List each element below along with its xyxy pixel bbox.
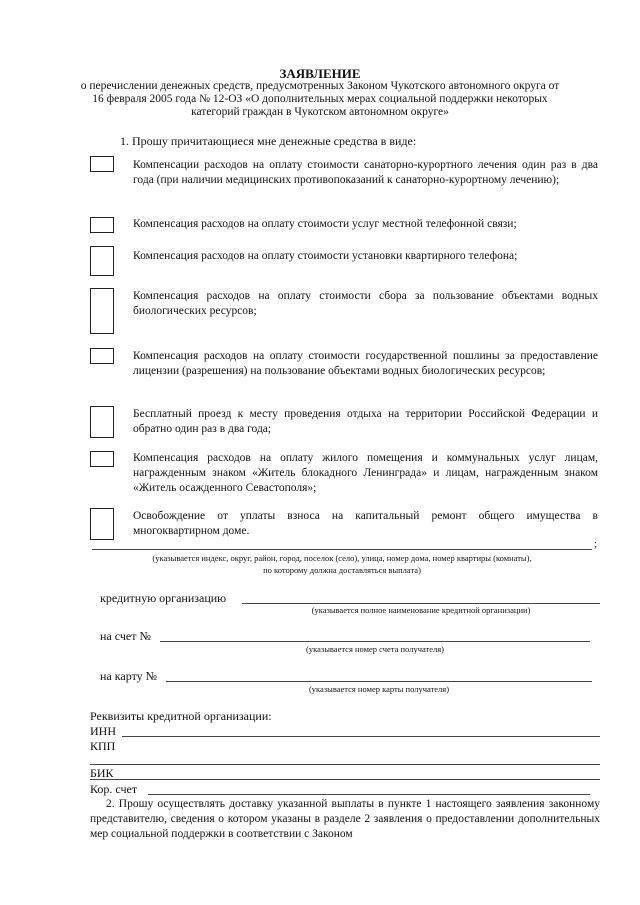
checkbox-housing-compensation[interactable] — [90, 451, 114, 467]
account-field[interactable] — [160, 641, 590, 642]
address-caption-2: по которому должна доставляться выплата) — [263, 565, 421, 575]
kor-field[interactable] — [148, 794, 590, 795]
card-caption: (указывается номер карты получателя) — [308, 684, 450, 694]
address-semicolon: ; — [594, 538, 598, 550]
option-free-travel: Бесплатный проезд к месту проведения отдыха на территории Российской Федерации и обратно один раз в два года; — [133, 408, 598, 435]
option-phone-service: Компенсация расходов на оплату стоимости услуг местной телефонной связи; — [133, 218, 517, 230]
address-field[interactable] — [92, 549, 592, 550]
option-phone-install: Компенсация расходов на оплату стоимости установки квартирного телефона; — [133, 250, 518, 262]
credit-org-label: кредитную организацию — [100, 591, 227, 605]
account-label: на счет № — [100, 629, 151, 643]
checkbox-bio-resources-fee[interactable] — [90, 288, 114, 334]
option-bio-resources-fee: Компенсация расходов на оплату стоимости сбора за пользование объектами водных биологических ресурсов; — [133, 290, 598, 317]
requisites-title: Реквизиты кредитной организации: — [90, 709, 272, 723]
checkbox-state-duty[interactable] — [90, 348, 114, 364]
option-housing-compensation: Компенсация расходов на оплату жилого помещения и коммунальных услуг лицам, награжденным знаком «Житель блокадного Ленинграда» и лицам, награжденным знаком «Житель осажденного Севастополя»; — [133, 452, 598, 494]
checkbox-sanatorium[interactable] — [90, 156, 114, 172]
inn-field[interactable] — [122, 736, 600, 737]
option-capital-repair: Освобождение от уплаты взноса на капитальный ремонт общего имущества в многоквартирном доме. — [133, 510, 598, 537]
kpp-label: КПП — [90, 739, 116, 753]
credit-org-field[interactable] — [242, 603, 600, 604]
section1-intro: 1. Прошу причитающиеся мне денежные средства в виде: — [120, 134, 417, 148]
inn-label: ИНН — [90, 724, 116, 738]
option-sanatorium: Компенсации расходов на оплату стоимости санаторно-курортного лечения один раз в два года (при наличии медицинских противопоказаний к санаторно-курортному лечению); — [133, 159, 598, 186]
checkbox-free-travel[interactable] — [90, 406, 114, 438]
extra-line[interactable] — [90, 764, 600, 765]
card-field[interactable] — [166, 681, 592, 682]
option-state-duty: Компенсация расходов на оплату стоимости государственной пошлины за предоставление лицензии (разрешения) на пользование объектами водных биологических ресурсов; — [133, 350, 598, 377]
checkbox-phone-service[interactable] — [90, 217, 114, 233]
page-title: ЗАЯВЛЕНИЕ — [279, 66, 361, 81]
credit-org-caption: (указывается полное наименование кредитной организации) — [311, 605, 531, 615]
kor-label: Кор. счет — [90, 782, 138, 796]
bik-label: БИК — [90, 766, 114, 780]
section2-text: 2. Прошу осуществлять доставку указанной выплаты в пункте 1 настоящего заявления законному представителю, сведения о котором указаны в разделе 2 заявления о предоставлении дополнительных мер социальной поддержки в соответствии с Законом — [90, 798, 600, 840]
page-subtitle: о перечислении денежных средств, предусмотренных Законом Чукотского автономного округа от 16 февраля 2005 года № 12-ОЗ «О дополнительных мерах социальной поддержки некоторых категорий граждан в Чукотском автономном округе» — [80, 80, 560, 118]
checkbox-phone-install[interactable] — [90, 246, 114, 276]
card-label: на карту № — [100, 669, 158, 683]
bik-field[interactable] — [90, 779, 600, 780]
address-caption-1: (указывается индекс, округ, район, город, поселок (село), улица, номер дома, номер квартиры (комнаты), — [152, 553, 532, 563]
account-caption: (указывается номер счета получателя) — [305, 644, 444, 654]
checkbox-capital-repair[interactable] — [90, 508, 114, 540]
